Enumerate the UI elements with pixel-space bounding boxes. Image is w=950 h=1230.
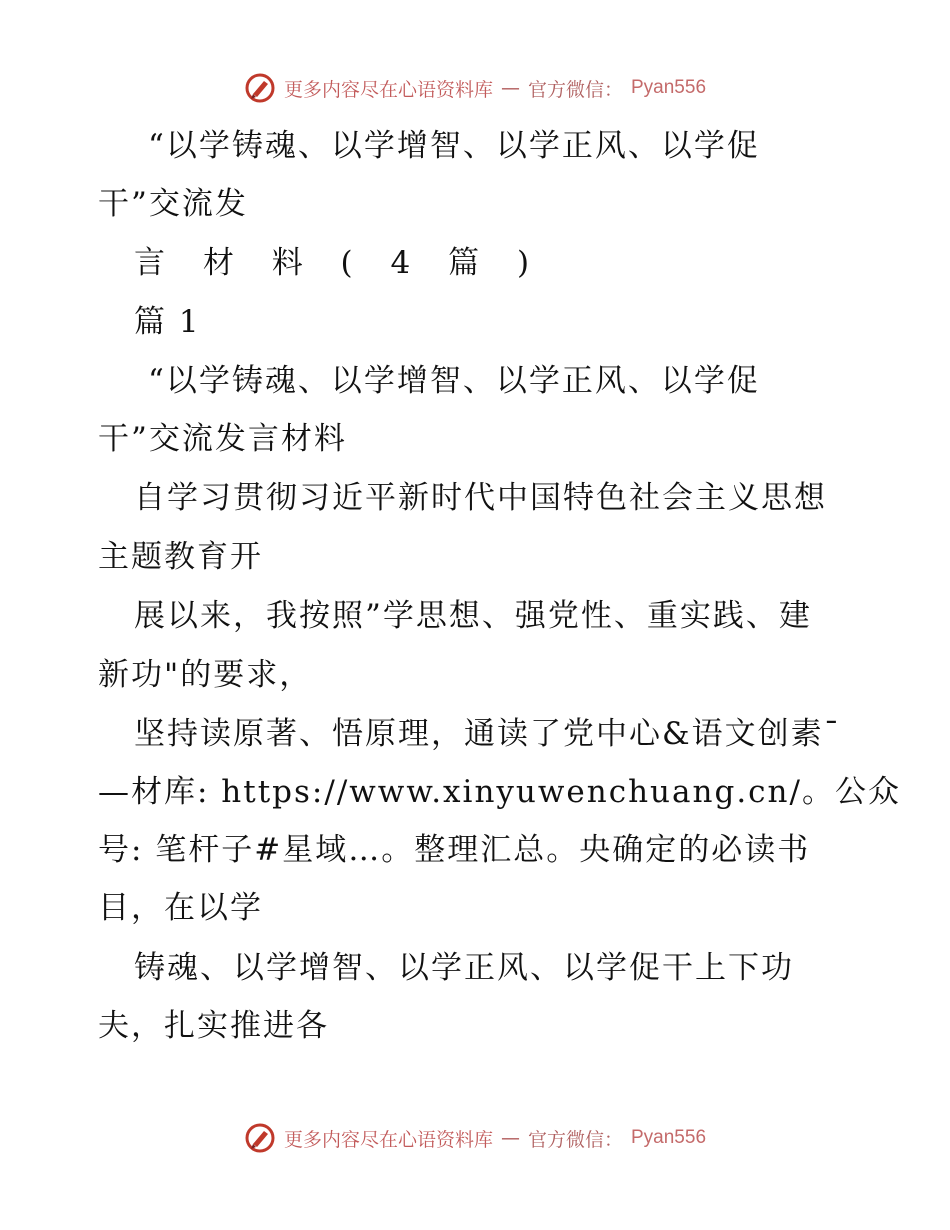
- banner-wechat-label: 官方微信：: [527, 1128, 623, 1151]
- paragraph-line: 号: 笔杆子#星域…。整理汇总。央确定的必读书: [98, 832, 811, 868]
- title-line-3: 言 材 料 ( 4 篇 ): [134, 245, 544, 281]
- paragraph-line: 主题教育开: [98, 539, 263, 575]
- header-watermark: [0, 72, 950, 104]
- section-heading: 篇 1: [134, 304, 201, 340]
- paragraph-line: 坚持读原著、悟原理，通读了党中心&语文创素¯: [134, 716, 842, 752]
- pen-logo-icon: [244, 72, 276, 104]
- paragraph-line: 展以来，我按照”学思想、强党性、重实践、建: [134, 598, 812, 634]
- paragraph-line: 铸魂、以学增智、以学正风、以学促干上下功: [134, 950, 794, 986]
- title-line-1: “以学铸魂、以学增智、以学正风、以学促: [148, 128, 760, 164]
- subtitle-line-1: “以学铸魂、以学增智、以学正风、以学促: [148, 363, 760, 399]
- banner-separator: —: [500, 1127, 520, 1149]
- paragraph-line: 新功"的要求，: [98, 657, 313, 693]
- paragraph-line: 夫，扎实推进各: [98, 1008, 329, 1044]
- paragraph-line: —材库: https://www.xinyuwenchuang.cn/。公众: [98, 774, 901, 810]
- pen-logo-icon: [244, 1122, 276, 1154]
- banner-site-text: 更多内容尽在心语资料库: [283, 1128, 493, 1151]
- banner-wechat-id: Pyan556: [631, 1127, 707, 1148]
- paragraph-line: 自学习贯彻习近平新时代中国特色社会主义思想: [134, 480, 827, 516]
- banner-wechat-label: 官方微信：: [527, 78, 623, 101]
- banner-site-text: 更多内容尽在心语资料库: [283, 78, 493, 101]
- paragraph-line: 目，在以学: [98, 890, 263, 926]
- footer-watermark: [0, 1122, 950, 1154]
- subtitle-line-2: 干”交流发言材料: [98, 421, 347, 457]
- banner-wechat-id: Pyan556: [631, 77, 707, 98]
- title-line-2: 干”交流发: [98, 186, 248, 222]
- banner-separator: —: [500, 77, 520, 99]
